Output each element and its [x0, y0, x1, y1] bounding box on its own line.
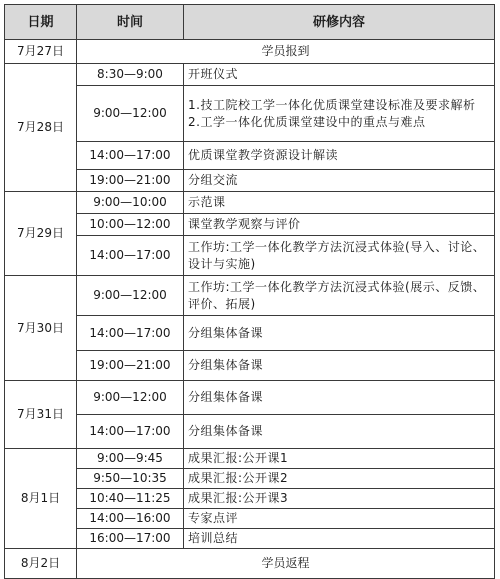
content-cell	[184, 86, 495, 142]
time-cell: 14:00—16:00	[77, 509, 184, 529]
table-row	[5, 86, 495, 142]
content-cell: 示范课	[184, 192, 495, 214]
table-row	[5, 351, 495, 381]
time-cell: 9:00—9:45	[77, 449, 184, 469]
content-cell: 成果汇报:公开课2	[184, 469, 495, 489]
table-row	[5, 170, 495, 192]
time-cell: 14:00—17:00	[77, 316, 184, 351]
content-cell: 成果汇报:公开课1	[184, 449, 495, 469]
time-cell: 10:40—11:25	[77, 489, 184, 509]
content-line: 1.技工院校工学一体化优质课堂建设标准及要求解析	[188, 97, 476, 112]
table-row	[5, 529, 495, 549]
date-cell: 8月2日	[5, 549, 77, 579]
content-cell: 开班仪式	[184, 64, 495, 86]
time-cell: 9:00—12:00	[77, 276, 184, 316]
content-line: 2.工学一体化优质课堂建设中的重点与难点	[188, 114, 426, 129]
table-row	[5, 40, 495, 64]
time-cell: 10:00—12:00	[77, 214, 184, 236]
table-row	[5, 381, 495, 415]
content-cell: 学员报到	[77, 40, 495, 64]
table-row	[5, 549, 495, 579]
date-cell: 7月31日	[5, 381, 77, 449]
time-cell: 9:50—10:35	[77, 469, 184, 489]
table-row	[5, 415, 495, 449]
table-row	[5, 276, 495, 316]
content-cell: 分组交流	[184, 170, 495, 192]
table-row	[5, 236, 495, 276]
date-cell: 7月28日	[5, 64, 77, 192]
time-cell: 9:00—10:00	[77, 192, 184, 214]
content-cell: 工作坊:工学一体化教学方法沉浸式体验(导入、讨论、设计与实施)	[184, 236, 495, 276]
date-cell: 7月29日	[5, 192, 77, 276]
content-cell: 课堂教学观察与评价	[184, 214, 495, 236]
header-time: 时间	[77, 5, 184, 40]
content-cell: 分组集体备课	[184, 351, 495, 381]
time-cell: 14:00—17:00	[77, 142, 184, 170]
schedule-page	[4, 4, 494, 579]
content-cell: 优质课堂教学资源设计解读	[184, 142, 495, 170]
time-cell: 14:00—17:00	[77, 236, 184, 276]
content-cell: 学员返程	[77, 549, 495, 579]
header-row	[5, 5, 495, 40]
date-cell: 8月1日	[5, 449, 77, 549]
time-cell: 9:00—12:00	[77, 381, 184, 415]
time-cell: 14:00—17:00	[77, 415, 184, 449]
content-cell: 工作坊:工学一体化教学方法沉浸式体验(展示、反馈、评价、拓展)	[184, 276, 495, 316]
content-cell: 成果汇报:公开课3	[184, 489, 495, 509]
time-cell: 9:00—12:00	[77, 86, 184, 142]
table-row	[5, 489, 495, 509]
content-cell: 培训总结	[184, 529, 495, 549]
content-cell: 分组集体备课	[184, 381, 495, 415]
time-cell: 19:00—21:00	[77, 170, 184, 192]
content-cell: 分组集体备课	[184, 316, 495, 351]
time-cell: 8:30—9:00	[77, 64, 184, 86]
table-row	[5, 316, 495, 351]
header-content: 研修内容	[184, 5, 495, 40]
table-row	[5, 469, 495, 489]
date-cell: 7月27日	[5, 40, 77, 64]
content-cell: 专家点评	[184, 509, 495, 529]
table-row	[5, 214, 495, 236]
training-schedule-table	[4, 4, 495, 579]
table-row	[5, 192, 495, 214]
table-row	[5, 509, 495, 529]
time-cell: 16:00—17:00	[77, 529, 184, 549]
table-row	[5, 142, 495, 170]
table-row	[5, 449, 495, 469]
content-cell: 分组集体备课	[184, 415, 495, 449]
header-date: 日期	[5, 5, 77, 40]
table-row	[5, 64, 495, 86]
date-cell: 7月30日	[5, 276, 77, 381]
time-cell: 19:00—21:00	[77, 351, 184, 381]
